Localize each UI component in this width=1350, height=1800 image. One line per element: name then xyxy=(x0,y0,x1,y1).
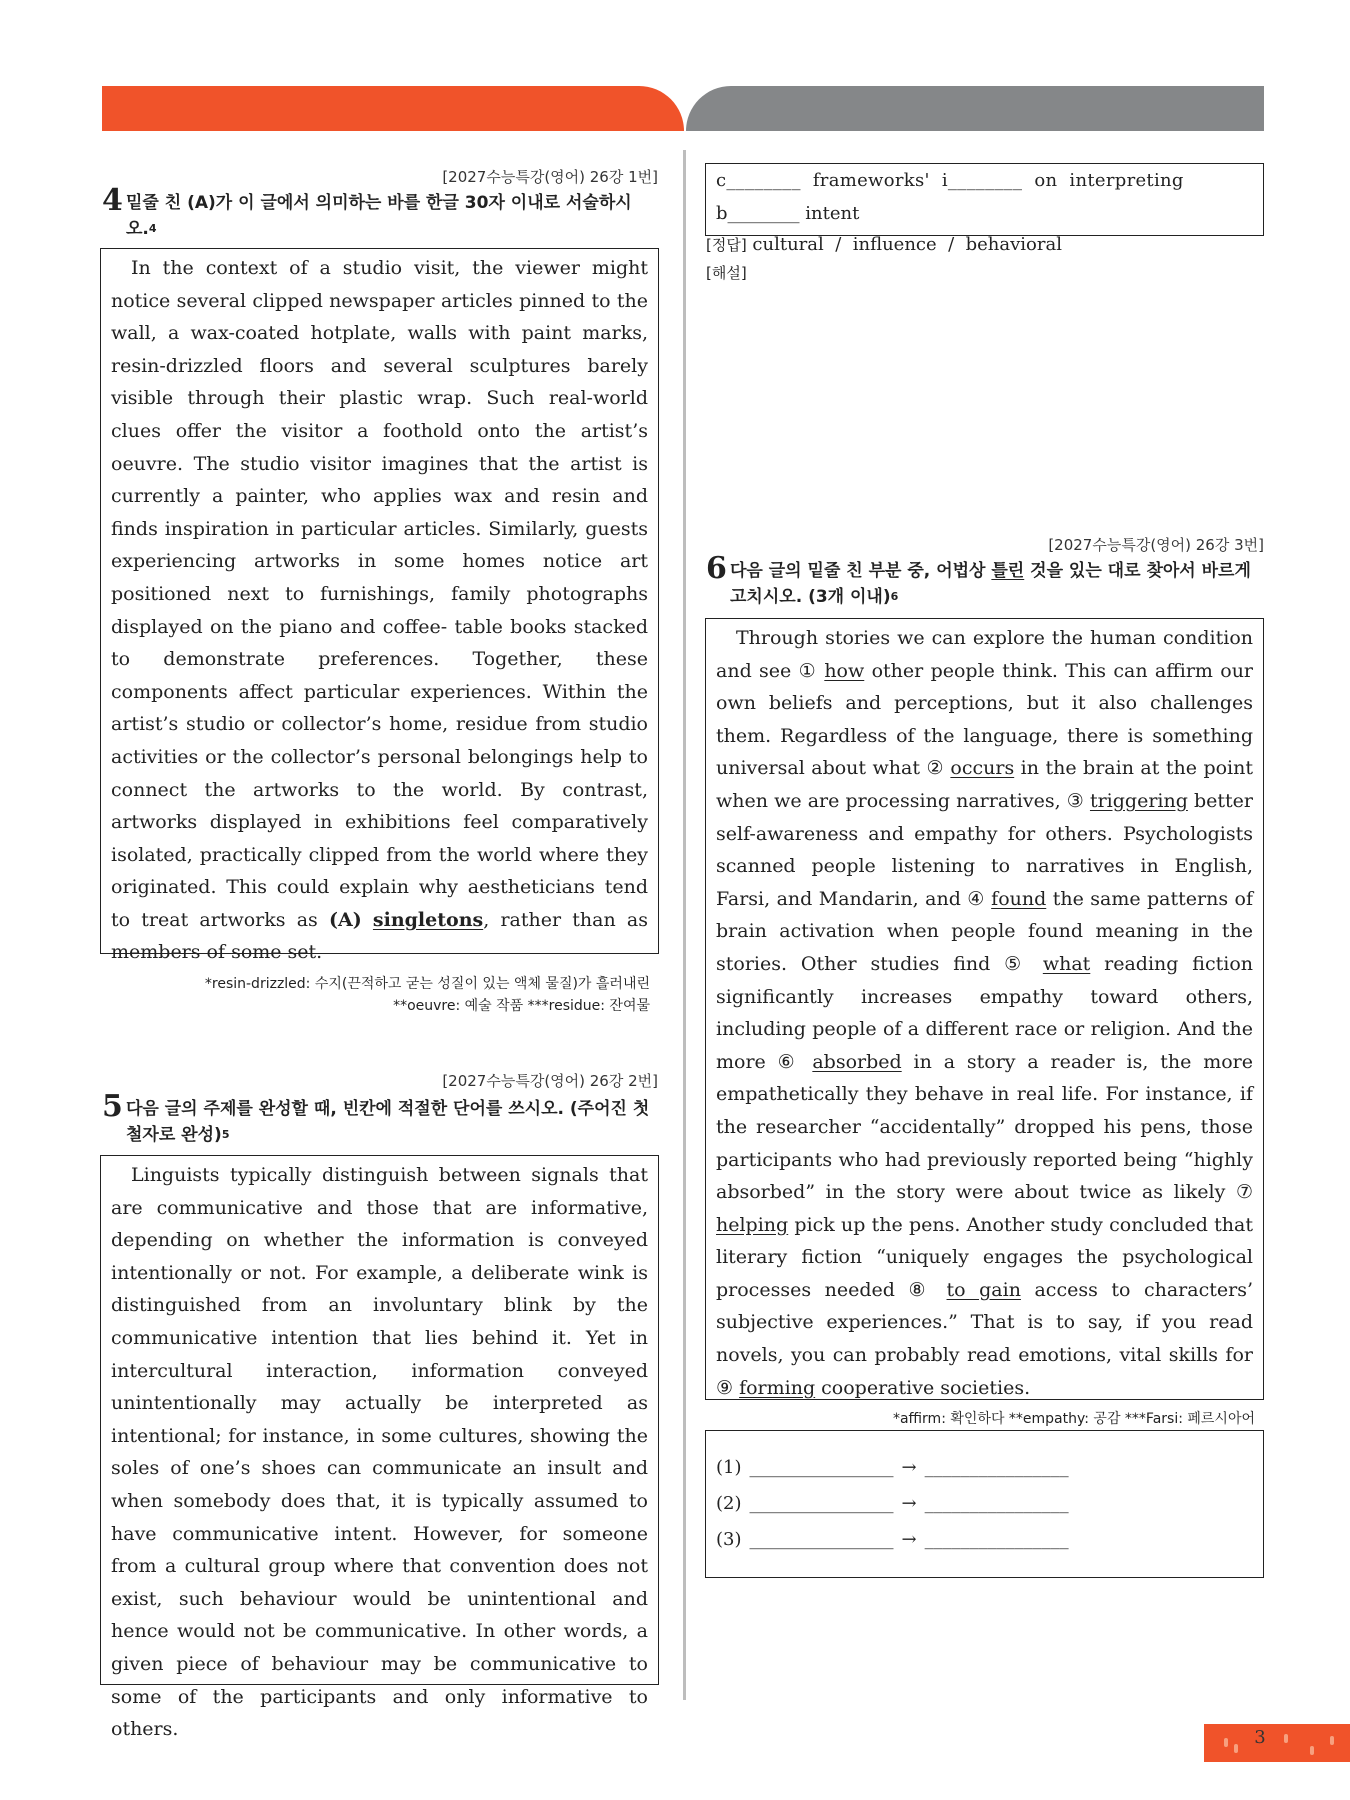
q6-answer-blank-wrong[interactable]: ________________ xyxy=(749,1529,894,1550)
header-tab-right xyxy=(686,86,1264,131)
q6-underlined-item: absorbed xyxy=(812,1050,902,1073)
q6-passage-segment: ⑥ xyxy=(777,1050,813,1073)
q6-passage-segment: ① xyxy=(798,659,825,682)
q6-underlined-item: forming xyxy=(739,1376,816,1399)
q4-passage-text: In the context of a studio visit, the viewer might notice several clipped newspaper articles pinned to the wall, a wax-coated hotplate, walls with paint marks, resin-drizzled floors and several sculptures barely visible through their plastic wrap. Such real-world clues offer the visitor a foothold onto the artist’s oeuvre. The studio visitor imagines that the artist is currently a painter, who applies wax and resin and finds inspiration in particular articles. Similarly, guests experiencing artworks in some homes notice art positioned next to furnishings, family photographs displayed on the piano and coffee- table books stacked to demonstrate preferences. Together, these components affect particular experiences. Within the artist’s studio or collector’s home, residue from studio activities or the collector’s personal belongings help to connect the artworks to the world. By contrast, artworks displayed in exhibitions feel comparatively isolated, practically clipped from the world where they originated. This could explain why aestheticians tend to treat artworks as xyxy=(111,257,648,931)
q6-passage-segment: pick up the pens. Another study concluded that literary fiction “uniquely engages the psychological processes needed xyxy=(716,1213,1253,1301)
q6-passage-text xyxy=(716,622,1253,1404)
q6-passage-segment: the same patterns of brain activation when people found meaning in the stories. Other studies find xyxy=(716,887,1253,975)
q5-question xyxy=(102,1089,662,1148)
q5-number: 5 xyxy=(102,1089,123,1124)
q5-answer-label: [정답] xyxy=(706,236,747,254)
q6-passage-segment: in a story a reader is, the more empathetically they behave in real life. For instance, if the researcher “accidentally” dropped his pens, those participants who had previously reported being “highly absorbed” in the story were about twice as likely xyxy=(716,1050,1253,1204)
q5-answer-line-2: b________ intent xyxy=(716,203,860,224)
q4-question xyxy=(102,183,662,242)
q6-passage-segment: better self-awareness and empathy for others. Psychologists scanned people listening to narratives in English, Farsi, and Mandarin, and xyxy=(716,789,1253,910)
q6-passage-segment: ② xyxy=(926,757,951,780)
q6-passage-segment: ⑤ xyxy=(1004,952,1043,975)
q6-question-text-a: 다음 글의 밑줄 친 부분 중, 어법상 xyxy=(730,561,992,581)
q6-passage-segment: access to characters’ subjective experiences.” That is to say, if you read novels, you can probably read emotions, vital skills for xyxy=(716,1278,1253,1367)
q6-answer-blank-wrong[interactable]: ________________ xyxy=(749,1457,894,1478)
q6-underlined-item: what xyxy=(1042,952,1091,975)
q5-answer-text: cultural / influence / behavioral xyxy=(752,234,1062,255)
q5-question-sup: 5 xyxy=(221,1128,230,1141)
q6-answer-num: (2) xyxy=(716,1493,742,1514)
q6-underlined-item: triggering xyxy=(1089,789,1188,812)
q5-passage-text: Linguists typically distinguish between signals that are communicative and those that are informative, depending on whether the information is conveyed intentionally or not. For example, a deliberate wink is distinguished from an involuntary blink by the communicative intention that lies behind it. Yet in intercultural interaction, information conveyed unintentionally may actually be interpreted as intentional; for instance, in some cultures, showing the soles of one’s shoes can communicate an insult and when somebody does that, it is typically assumed to have communicative intent. However, for someone from a cultural group where that convention does not exist, such behaviour would be unintentional and hence would not be communicative. In other words, a given piece of behaviour may be communicative to some of the participants and only informative to others. xyxy=(111,1164,648,1741)
q4-passage-box xyxy=(100,248,659,1015)
q6-answer-arrow: → xyxy=(901,1493,917,1514)
q6-answer-num: (3) xyxy=(716,1529,742,1550)
q6-passage-segment: other people think. This can affirm our own beliefs and perceptions, but it also challenges them. Regardless of the language, there is something universal about what xyxy=(716,659,1254,780)
q6-answer-num: (1) xyxy=(716,1457,742,1478)
q6-question-text-b: 것을 있는 대로 찾아서 바르게 고치시오. (3개 이내) xyxy=(730,561,1251,607)
q6-answer-arrow: → xyxy=(901,1529,917,1550)
q6-question xyxy=(706,551,1266,610)
q6-answer-blank-correct[interactable]: ________________ xyxy=(924,1493,1069,1514)
q6-answer-blank-correct[interactable]: ________________ xyxy=(924,1457,1069,1478)
q6-passage-segment: Through stories we can explore the human condition and see xyxy=(716,627,1253,682)
q4-source: [2027수능특강(영어) 26강 1번] xyxy=(442,168,658,186)
q6-passage-box xyxy=(705,618,1264,1428)
q6-answer-row xyxy=(716,1523,1253,1559)
q4-number: 4 xyxy=(102,183,123,218)
q5-answer xyxy=(706,234,1062,255)
q6-passage-segment: in the brain at the point when we are processing narratives, xyxy=(716,757,1253,812)
q5-answer-line-1: c________ frameworks' i________ on interpreting xyxy=(716,170,1184,191)
q6-underlined-item: to gain xyxy=(946,1278,1021,1301)
q6-passage-segment: ⑦ xyxy=(1235,1181,1253,1204)
q6-underlined-item: occurs xyxy=(950,757,1015,780)
q6-footnote: *affirm: 확인하다 **empathy: 공감 ***Farsi: 페르시아어 xyxy=(892,1411,1255,1428)
q4-footnote-1: *resin-drizzled: 수지(끈적하고 굳는 성질이 있는 액체 물질)가 흘러내린 xyxy=(204,976,650,993)
column-divider xyxy=(683,150,686,1700)
q5-answer-box xyxy=(705,163,1264,236)
q6-passage-segment: cooperative societies. xyxy=(815,1376,1031,1399)
q6-passage xyxy=(706,619,1263,1404)
q4-question-text: 밑줄 친 (A)가 이 글에서 의미하는 바를 한글 30자 이내로 서술하시오. xyxy=(126,193,632,239)
q6-question-sup: 6 xyxy=(890,590,899,603)
q6-underlined-item: found xyxy=(991,887,1047,910)
q4-marker: (A) xyxy=(328,908,362,931)
q6-passage-segment: ③ xyxy=(1066,789,1090,812)
q6-answer-box xyxy=(705,1430,1264,1578)
q6-question-underlined: 틀린 xyxy=(991,561,1025,581)
q6-underlined-item: how xyxy=(824,659,865,682)
q5-explain-label: [해설] xyxy=(706,264,747,282)
q6-answer-row xyxy=(716,1487,1253,1523)
q5-question-text: 다음 글의 주제를 완성할 때, 빈칸에 적절한 단어를 쓰시오. (주어진 첫 철자로 완성) xyxy=(126,1099,650,1145)
q6-passage-segment: ④ xyxy=(967,887,992,910)
q4-question-sup: 4 xyxy=(148,222,157,235)
q5-source: [2027수능특강(영어) 26강 2번] xyxy=(442,1072,658,1090)
q6-answer-arrow: → xyxy=(901,1457,917,1478)
q4-passage xyxy=(101,249,658,969)
q5-explanation xyxy=(706,262,747,283)
q6-answer-blank-correct[interactable]: ________________ xyxy=(924,1529,1069,1550)
q6-passage-segment: ⑨ xyxy=(716,1376,740,1399)
q4-footnote-2: **oeuvre: 예술 작품 ***residue: 잔여물 xyxy=(393,998,650,1015)
q6-number: 6 xyxy=(706,551,727,586)
q6-answer-row xyxy=(716,1451,1253,1487)
q6-source: [2027수능특강(영어) 26강 3번] xyxy=(1048,536,1264,554)
q5-passage-box xyxy=(100,1155,659,1741)
q6-underlined-item: helping xyxy=(716,1213,789,1236)
q6-answer-blank-wrong[interactable]: ________________ xyxy=(749,1493,894,1514)
page-number: 3 xyxy=(1254,1727,1266,1748)
q5-passage xyxy=(101,1156,658,1746)
header-tab-left xyxy=(102,86,684,131)
q4-underlined-word: singletons xyxy=(372,908,484,931)
q6-answer-list xyxy=(716,1451,1253,1559)
q6-passage-segment: reading fiction significantly increases empathy toward others, including people of a different race or religion. And the more xyxy=(716,952,1253,1073)
q6-passage-segment: ⑧ xyxy=(908,1278,947,1301)
q4-passage-end: , rather than as members of some set. xyxy=(111,908,648,964)
